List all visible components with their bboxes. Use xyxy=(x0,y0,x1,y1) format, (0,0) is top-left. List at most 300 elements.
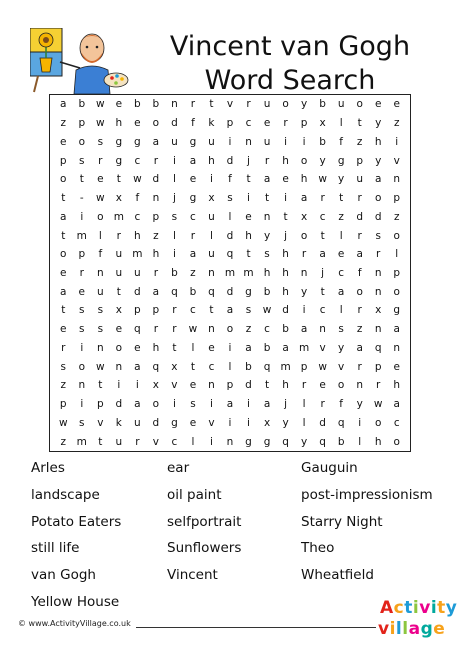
grid-letter: t xyxy=(61,229,66,242)
grid-letter: d xyxy=(171,117,178,130)
grid-letter: h xyxy=(282,248,289,261)
grid-letter: a xyxy=(152,285,160,298)
grid-letter: y xyxy=(263,229,271,242)
grid-letter: a xyxy=(337,285,345,298)
grid-letter: i xyxy=(210,398,213,411)
grid-letter: i xyxy=(247,398,250,411)
grid-letter: s xyxy=(227,192,233,205)
grid-letter: d xyxy=(319,416,326,429)
logo-letter: a xyxy=(408,619,421,639)
grid-letter: t xyxy=(283,210,288,223)
grid-letter: w xyxy=(96,360,105,373)
grid-letter: d xyxy=(115,398,123,411)
grid-letter: l xyxy=(358,435,362,448)
grid-letter: i xyxy=(172,398,176,411)
grid-letter: c xyxy=(393,416,400,429)
grid-letter: s xyxy=(60,360,66,373)
grid-letter: a xyxy=(374,173,382,186)
word-list-item: landscape xyxy=(31,486,100,503)
grid-letter: f xyxy=(135,192,140,205)
word-list-item: Wheatfield xyxy=(301,567,374,584)
grid-letter: a xyxy=(189,154,197,167)
grid-letter: r xyxy=(283,117,288,130)
grid-letter: u xyxy=(115,435,123,448)
grid-letter: h xyxy=(152,341,160,354)
grid-letter: j xyxy=(172,192,176,205)
word-list-item: oil paint xyxy=(167,486,222,503)
grid-letter: e xyxy=(393,360,400,373)
grid-letter: p xyxy=(226,379,234,392)
grid-letter: a xyxy=(189,248,197,261)
grid-letter: b xyxy=(337,435,345,448)
grid-letter: f xyxy=(191,117,195,130)
grid-letter: b xyxy=(319,98,326,111)
grid-letter: o xyxy=(115,341,123,354)
grid-letter: t xyxy=(246,173,251,186)
logo-line-1 xyxy=(380,598,457,618)
grid-letter: i xyxy=(302,135,306,148)
grid-letter: g xyxy=(263,435,271,448)
grid-letter: m xyxy=(113,210,124,223)
grid-letter: p xyxy=(300,360,308,373)
grid-letter: - xyxy=(79,192,84,205)
grid-letter: v xyxy=(393,154,400,167)
grid-letter: l xyxy=(172,173,176,186)
grid-letter: o xyxy=(374,416,382,429)
grid-letter: t xyxy=(264,192,270,205)
grid-letter: e xyxy=(134,117,141,130)
grid-letter: r xyxy=(135,435,140,448)
grid-letter: h xyxy=(374,435,382,448)
grid-letter: n xyxy=(96,341,104,354)
grid-letter: l xyxy=(191,341,195,354)
grid-letter: x xyxy=(115,192,122,205)
grid-letter: w xyxy=(96,98,105,111)
grid-letter: a xyxy=(134,398,141,411)
grid-letter: n xyxy=(356,379,363,392)
grid-letter: t xyxy=(320,229,325,242)
grid-letter: a xyxy=(263,173,271,186)
grid-letter: e xyxy=(282,173,289,186)
grid-letter: x xyxy=(171,360,178,373)
grid-letter: i xyxy=(228,341,232,354)
grid-letter: p xyxy=(393,192,401,205)
grid-letter: n xyxy=(171,98,178,111)
grid-letter: r xyxy=(357,360,362,373)
grid-letter: t xyxy=(209,98,214,111)
grid-letter: o xyxy=(393,285,400,298)
grid-letter: r xyxy=(98,154,103,167)
grid-letter: a xyxy=(319,248,326,261)
grid-letter: f xyxy=(98,248,103,261)
grid-letter: u xyxy=(208,248,215,261)
grid-letter: e xyxy=(115,323,123,336)
logo-letter: i xyxy=(412,598,420,618)
word-list-item: ear xyxy=(167,460,190,476)
grid-letter: o xyxy=(356,285,363,298)
grid-letter: y xyxy=(338,173,345,186)
grid-letter: t xyxy=(116,173,121,186)
grid-letter: u xyxy=(134,266,141,279)
grid-letter: p xyxy=(300,117,308,130)
grid-letter: u xyxy=(263,135,271,148)
grid-letter: d xyxy=(226,229,234,242)
grid-letter: r xyxy=(320,192,325,205)
grid-letter: a xyxy=(60,98,67,111)
grid-letter: p xyxy=(374,360,382,373)
grid-letter: r xyxy=(61,341,66,354)
grid-letter: s xyxy=(79,304,85,317)
grid-letter: w xyxy=(96,192,105,205)
grid-letter: i xyxy=(117,379,121,392)
grid-letter: l xyxy=(395,248,399,261)
grid-letter: a xyxy=(245,341,252,354)
grid-letter: k xyxy=(115,416,122,429)
grid-letter: l xyxy=(302,416,306,429)
grid-letter: f xyxy=(339,135,343,148)
grid-letter: o xyxy=(60,248,67,261)
word-list-item: still life xyxy=(31,540,80,557)
grid-letter: z xyxy=(356,323,363,336)
grid-letter: w xyxy=(96,117,105,130)
grid-letter: g xyxy=(115,135,123,148)
grid-letter: y xyxy=(356,398,363,411)
grid-letter: e xyxy=(189,173,197,186)
grid-letter: l xyxy=(302,398,306,411)
grid-letter: z xyxy=(393,210,400,223)
grid-letter: i xyxy=(284,192,288,205)
grid-letter: o xyxy=(97,210,104,223)
grid-letter: d xyxy=(356,210,363,223)
grid-letter: e xyxy=(60,266,67,279)
grid-letter: c xyxy=(134,210,141,223)
grid-letter: e xyxy=(189,416,197,429)
grid-letter: a xyxy=(300,192,308,205)
grid-letter: u xyxy=(171,135,178,148)
grid-letter: q xyxy=(374,341,382,354)
grid-letter: a xyxy=(226,304,234,317)
word-list-item: Vincent xyxy=(167,567,218,584)
grid-letter: p xyxy=(152,210,160,223)
grid-letter: e xyxy=(337,248,345,261)
word-list-item: post-impressionism xyxy=(301,486,433,503)
header xyxy=(0,0,460,96)
grid-letter: h xyxy=(245,229,252,242)
grid-letter: c xyxy=(319,210,326,223)
grid-letter: y xyxy=(300,285,308,298)
grid-letter: x xyxy=(115,304,122,317)
grid-letter: h xyxy=(374,135,382,148)
grid-letter: s xyxy=(338,323,344,336)
grid-letter: c xyxy=(208,360,215,373)
grid-letter: s xyxy=(190,398,196,411)
grid-letter: q xyxy=(282,435,289,448)
grid-letter: z xyxy=(190,266,196,279)
grid-letter: f xyxy=(339,398,343,411)
grid-letter: l xyxy=(228,360,232,373)
grid-letter: n xyxy=(319,323,326,336)
grid-letter: u xyxy=(96,285,104,298)
grid-letter: d xyxy=(374,210,382,223)
grid-letter: v xyxy=(226,98,234,111)
grid-letter: v xyxy=(338,360,345,373)
grid-letter: a xyxy=(60,285,67,298)
logo-letter: l xyxy=(395,619,403,639)
grid-letter: g xyxy=(189,192,197,205)
grid-letter: e xyxy=(189,379,197,392)
grid-letter: m xyxy=(243,266,254,279)
grid-letter: x xyxy=(263,416,271,429)
grid-letter: s xyxy=(79,416,85,429)
logo-letter: A xyxy=(380,598,394,618)
van-gogh-illustration xyxy=(30,28,140,94)
grid-letter: i xyxy=(80,210,84,223)
grid-letter: b xyxy=(134,98,141,111)
word-list-item: Theo xyxy=(301,540,335,557)
grid-letter: d xyxy=(134,285,141,298)
page-title xyxy=(150,30,430,98)
grid-letter: o xyxy=(152,117,160,130)
grid-letter: p xyxy=(356,154,363,167)
grid-letter: r xyxy=(357,304,362,317)
grid-letter: a xyxy=(356,248,363,261)
grid-letter: m xyxy=(298,341,310,354)
grid-letter: a xyxy=(356,341,363,354)
grid-letter: n xyxy=(374,285,382,298)
grid-letter: o xyxy=(226,323,234,336)
grid-letter: n xyxy=(300,266,308,279)
grid-letter: e xyxy=(60,135,67,148)
grid-letter: z xyxy=(60,379,67,392)
grid-letter: i xyxy=(172,154,176,167)
grid-letter: i xyxy=(228,416,232,429)
grid-letter: w xyxy=(188,323,198,336)
grid-letter: j xyxy=(321,266,325,279)
grid-letter: a xyxy=(134,360,141,373)
grid-letter: r xyxy=(301,248,307,261)
grid-letter: r xyxy=(190,229,196,242)
grid-letter: q xyxy=(208,285,215,298)
activity-village-logo xyxy=(376,598,458,644)
word-list xyxy=(31,458,431,619)
grid-letter: a xyxy=(226,398,234,411)
grid-letter: z xyxy=(245,323,252,336)
grid-letter: e xyxy=(115,98,123,111)
grid-letter: n xyxy=(226,435,234,448)
grid-letter: a xyxy=(393,398,400,411)
grid-letter: p xyxy=(226,117,234,130)
grid-letter: h xyxy=(134,229,141,242)
grid-letter: b xyxy=(319,135,326,148)
word-search-grid xyxy=(49,94,411,452)
grid-letter: t xyxy=(172,341,177,354)
grid-letter: r xyxy=(376,248,381,261)
grid-letter: r xyxy=(376,379,381,392)
grid-letter: p xyxy=(59,154,67,167)
logo-letter: v xyxy=(419,598,431,618)
grid-letter: e xyxy=(208,341,215,354)
grid-letter: s xyxy=(171,210,178,223)
grid-letter: y xyxy=(338,341,345,354)
grid-letter: n xyxy=(374,266,382,279)
grid-letter: g xyxy=(134,135,141,148)
grid-letter: u xyxy=(115,266,123,279)
grid-letter: r xyxy=(357,192,362,205)
grid-letter: c xyxy=(190,304,196,317)
grid-letter: d xyxy=(282,304,289,317)
grid-letter: r xyxy=(246,98,251,111)
grid-letter: b xyxy=(263,285,271,298)
grid-letter: o xyxy=(282,98,289,111)
grid-letter: q xyxy=(263,360,271,373)
grid-letter: y xyxy=(375,154,382,167)
grid-letter: q xyxy=(337,416,345,429)
grid-letter: y xyxy=(282,416,289,429)
grid-letter: i xyxy=(210,173,213,186)
grid-letter: x xyxy=(208,192,215,205)
grid-letter: i xyxy=(247,416,250,429)
grid-letter: s xyxy=(264,248,270,261)
grid-letter: i xyxy=(284,135,288,148)
grid-letter: p xyxy=(134,304,141,317)
grid-letter: r xyxy=(357,229,362,242)
grid-letter: m xyxy=(132,248,143,261)
grid-letter: i xyxy=(358,416,362,429)
grid-letter: z xyxy=(356,135,363,148)
grid-letter: p xyxy=(96,398,104,411)
grid-letter: b xyxy=(245,360,252,373)
grid-letter: z xyxy=(153,229,159,242)
grid-letter: g xyxy=(189,135,197,148)
grid-letter: v xyxy=(152,435,159,448)
logo-letter: y xyxy=(445,598,458,618)
grid-letter: u xyxy=(134,416,141,429)
grid-letter: g xyxy=(245,285,252,298)
grid-letter: r xyxy=(190,98,196,111)
grid-letter: e xyxy=(134,341,141,354)
grid-letter: p xyxy=(78,117,86,130)
grid-letter: t xyxy=(320,285,325,298)
grid-letter: d xyxy=(226,285,234,298)
grid-letter: g xyxy=(115,154,123,167)
grid-letter: h xyxy=(282,379,289,392)
grid-letter: c xyxy=(245,117,252,130)
grid-letter: w xyxy=(318,360,327,373)
grid-letter: t xyxy=(190,360,195,373)
grid-letter: s xyxy=(79,323,85,336)
grid-letter: q xyxy=(319,435,326,448)
logo-letter: c xyxy=(393,598,405,618)
grid-letter: o xyxy=(78,135,85,148)
logo-letter: g xyxy=(420,619,434,639)
grid-letter: o xyxy=(356,98,363,111)
grid-letter: n xyxy=(96,266,104,279)
grid-letter: h xyxy=(300,173,308,186)
grid-letter: x xyxy=(375,304,382,317)
grid-letter: i xyxy=(80,341,84,354)
grid-letter: w xyxy=(262,304,272,317)
grid-letter: e xyxy=(60,323,67,336)
grid-letter: u xyxy=(208,210,215,223)
grid-letter: g xyxy=(337,154,345,167)
grid-letter: n xyxy=(374,323,382,336)
grid-letter: g xyxy=(245,435,252,448)
grid-letter: u xyxy=(337,98,345,111)
grid-letter: b xyxy=(78,98,86,111)
grid-letter: t xyxy=(61,304,66,317)
grid-letter: d xyxy=(226,154,234,167)
grid-letter: o xyxy=(337,379,345,392)
logo-letter: v xyxy=(378,619,390,639)
grid-letter: r xyxy=(116,229,121,242)
grid-letter: m xyxy=(76,229,87,242)
logo-letter: t xyxy=(404,598,413,618)
grid-letter: a xyxy=(300,323,308,336)
grid-letter: d xyxy=(152,416,160,429)
grid-letter: r xyxy=(79,266,84,279)
grid-letter: r xyxy=(172,323,177,336)
grid-letter: x xyxy=(319,117,326,130)
grid-letter: y xyxy=(300,98,308,111)
grid-letter: i xyxy=(302,304,306,317)
grid-letter: a xyxy=(263,398,271,411)
grid-letter: a xyxy=(152,135,160,148)
grid-letter: o xyxy=(78,360,85,373)
grid-letter: s xyxy=(375,229,381,242)
grid-letter: l xyxy=(172,229,176,242)
grid-letter: n xyxy=(208,266,215,279)
grid-letter: y xyxy=(319,154,326,167)
grid-letter: i xyxy=(247,192,250,205)
grid-letter: t xyxy=(61,192,66,205)
grid-letter: x xyxy=(152,379,159,392)
grid-letter: t xyxy=(116,285,121,298)
grid-letter: s xyxy=(97,323,104,336)
grid-letter: h xyxy=(263,266,271,279)
grid-letter: r xyxy=(153,323,159,336)
grid-letter: r xyxy=(264,154,270,167)
grid-letter: s xyxy=(97,135,104,148)
title-line-1: Vincent van Gogh xyxy=(169,31,411,62)
logo-letter: t xyxy=(437,598,446,618)
grid-letter: n xyxy=(78,379,86,392)
grid-letter: m xyxy=(224,266,236,279)
grid-letter: n xyxy=(115,360,123,373)
grid-letter: p xyxy=(152,304,160,317)
grid-letter: w xyxy=(373,398,383,411)
grid-letter: i xyxy=(80,398,84,411)
grid-letter: l xyxy=(228,210,232,223)
logo-letter: i xyxy=(430,598,438,618)
grid-letter: s xyxy=(79,154,85,167)
grid-letter: i xyxy=(228,135,232,148)
grid-letter: a xyxy=(393,323,400,336)
grid-letter: t xyxy=(98,379,103,392)
grid-letter: e xyxy=(263,117,271,130)
grid-letter: n xyxy=(263,210,271,223)
grid-letter: l xyxy=(339,117,343,130)
grid-letter: u xyxy=(356,173,363,186)
grid-letter: q xyxy=(226,248,234,261)
grid-letter: f xyxy=(357,266,362,279)
grid-letter: l xyxy=(339,229,343,242)
grid-letter: i xyxy=(135,379,139,392)
grid-letter: r xyxy=(153,266,159,279)
grid-letter: t xyxy=(209,304,214,317)
word-list-item: Arles xyxy=(31,460,65,476)
grid-letter: z xyxy=(60,117,67,130)
grid-letter: v xyxy=(319,341,326,354)
